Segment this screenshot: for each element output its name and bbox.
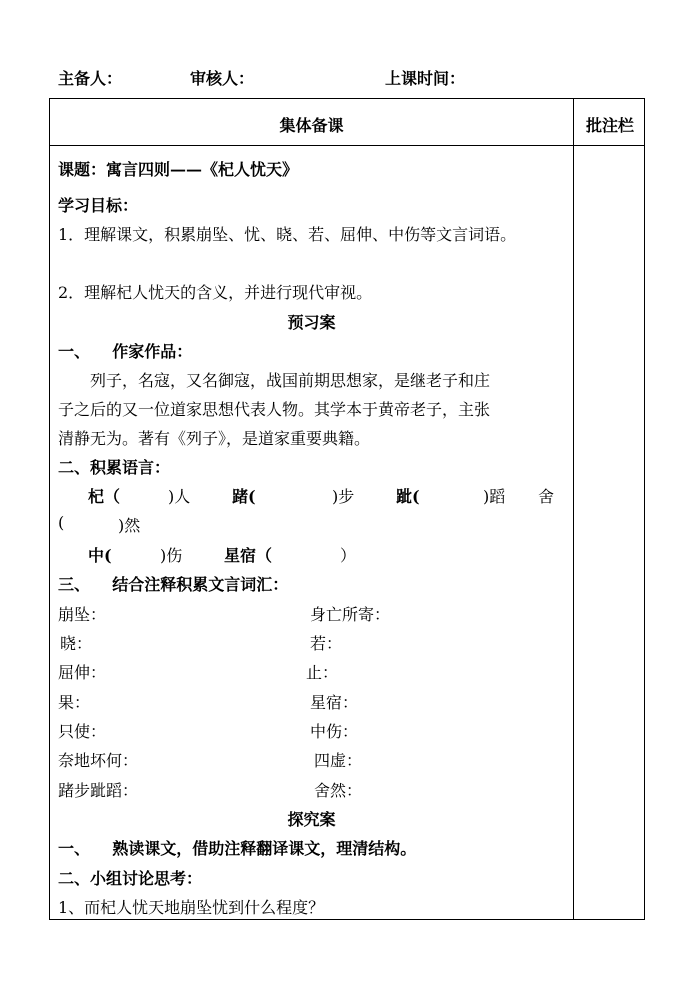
- pron-dao-end: )蹈: [483, 487, 506, 506]
- pron-chu-end: )步: [332, 487, 355, 506]
- vocab-left-2: 晓：: [60, 634, 93, 653]
- reviewer-label: 审核人：: [190, 69, 255, 88]
- header-divider: [50, 145, 644, 146]
- pron-ran-end: )然: [118, 516, 141, 535]
- discussion-question-1: 1、而杞人忧天地崩坠忧到什么程度？: [58, 898, 325, 917]
- pron-qi: 杞（: [88, 487, 121, 506]
- pronunciation-row-2: [50, 513, 573, 537]
- pron-xingsu-end: ）: [340, 546, 357, 565]
- lesson-topic: 课题：寓言四则——《杞人忧天》: [58, 160, 299, 179]
- column-divider: [573, 99, 574, 919]
- vocab-right-6: 四虚：: [314, 751, 363, 770]
- author-paragraph-line-1: 列子，名寇，又名御寇，战国前期思想家，是继老子和庄: [90, 371, 491, 390]
- explore-title: 探究案: [287, 810, 336, 829]
- class-time-label: 上课时间：: [385, 69, 466, 88]
- vocab-right-4: 星宿：: [310, 693, 359, 712]
- pron-xingsu: 星宿（: [224, 546, 273, 565]
- vocab-right-1: 身亡所寄：: [310, 605, 391, 624]
- annotation-column-header: 批注栏: [585, 116, 634, 135]
- goal-1: 1．理解课文，积累崩坠、忧、晓、若、屈伸、中伤等文言词语。: [58, 225, 517, 244]
- vocab-left-4: 果：: [58, 693, 91, 712]
- document-header: [58, 66, 696, 92]
- collective-prep-header: 集体备课: [279, 116, 344, 135]
- pron-qi-end: )人: [168, 487, 191, 506]
- pron-she: 舍: [538, 487, 555, 506]
- vocab-right-3: 止：: [306, 663, 339, 682]
- pron-zhong-end: )伤: [160, 546, 183, 565]
- section-2-title: 二、积累语言：: [58, 458, 171, 477]
- pronunciation-row-3: [50, 543, 573, 567]
- section-3-title: 三、 结合注释积累文言词汇：: [58, 575, 289, 594]
- vocab-left-3: 屈伸：: [58, 663, 107, 682]
- goals-title: 学习目标：: [58, 196, 139, 215]
- section-1-title: 一、 作家作品：: [58, 342, 193, 361]
- pron-chu: 踷(: [232, 487, 256, 506]
- preparer-label: 主备人：: [58, 69, 123, 88]
- pron-ran-open: (: [58, 513, 65, 532]
- vocab-left-7: 踷步跐蹈：: [58, 781, 139, 800]
- pronunciation-row-1: [50, 484, 573, 508]
- vocab-left-5: 只使：: [58, 722, 107, 741]
- explore-item-1: 一、 熟读课文，借助注释翻译课文，理清结构。: [58, 839, 417, 858]
- pron-dao: 跐(: [396, 487, 420, 506]
- vocab-left-6: 奈地坏何：: [58, 751, 139, 770]
- vocab-right-5: 中伤：: [310, 722, 359, 741]
- explore-item-2: 二、小组讨论思考：: [58, 869, 203, 888]
- preview-title: 预习案: [287, 313, 336, 332]
- vocab-left-1: 崩坠：: [58, 605, 107, 624]
- vocab-right-2: 若：: [310, 634, 343, 653]
- goal-2: 2．理解杞人忧天的含义，并进行现代审视。: [58, 283, 373, 302]
- author-paragraph-line-2: 子之后的又一位道家思想代表人物。其学本于黄帝老子，主张: [58, 400, 491, 419]
- pron-zhong: 中(: [88, 546, 112, 565]
- author-paragraph-line-3: 清静无为。著有《列子》，是道家重要典籍。: [58, 429, 371, 448]
- vocab-right-7: 舍然：: [314, 781, 363, 800]
- lesson-plan-table: [49, 98, 645, 920]
